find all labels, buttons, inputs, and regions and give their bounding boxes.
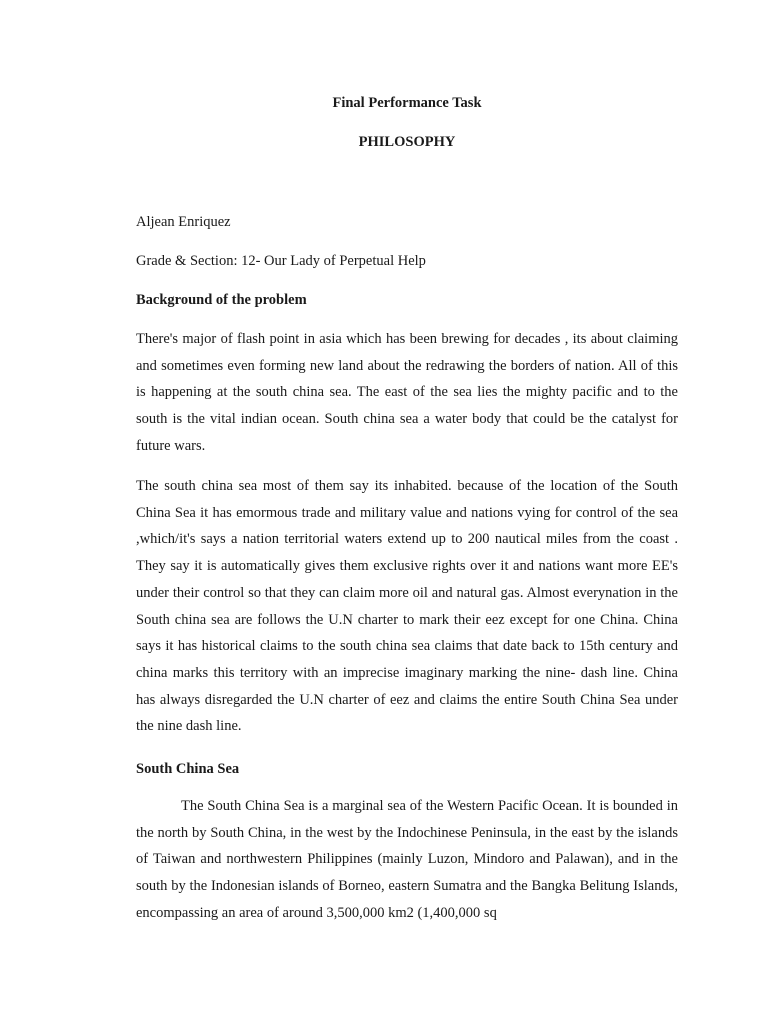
grade-section: Grade & Section: 12- Our Lady of Perpetual Help: [136, 253, 426, 269]
paragraph-background-2: The south china sea most of them say its inhabited. because of the location of the South China Sea it has emormous trade and military value and nations vying for control of the sea ,which/it's says a nation territorial waters extend up to 200 nautical miles from the coast . They say it is automatically gives them exclusive rights over it and nations want more EE's under their control so that they can claim more oil and natural gas. Almost everynation in the South china sea are follows the U.N charter to mark their eez except for one China. China says it has historical claims to the south china sea claims that date back to 15th century and china marks this territory with an imprecise imaginary marking the nine- dash line. China has always disregarded the U.N charter of eez and claims the entire South China Sea under the nine dash line.: [136, 478, 678, 735]
paragraph-background-1: There's major of flash point in asia which has been brewing for decades , its about claiming and sometimes even forming new land about the redrawing the borders of nation. All of this is happening at the south china sea. The east of the sea lies the mighty pacific and to the south is the vital indian ocean. South china sea a water body that could be the catalyst for future wars.: [136, 331, 678, 454]
paragraph-south-china-sea: The South China Sea is a marginal sea of the Western Pacific Ocean. It is bounded in the north by South China, in the west by the Indochinese Peninsula, in the east by the islands of Taiwan and northwestern Philippines (mainly Luzon, Mindoro and Palawan), and in the south by the Indonesian islands of Borneo, eastern Sumatra and the Bangka Belitung Islands, encompassing an area of around 3,500,000 km2 (1,400,000 sq: [136, 798, 678, 921]
section-heading-south-china-sea: South China Sea: [136, 761, 240, 777]
document-title: Final Performance Task: [332, 95, 482, 111]
section-heading-background: Background of the problem: [136, 292, 307, 308]
author-name: Aljean Enriquez: [136, 214, 231, 230]
subject-title: PHILOSOPHY: [358, 134, 456, 150]
